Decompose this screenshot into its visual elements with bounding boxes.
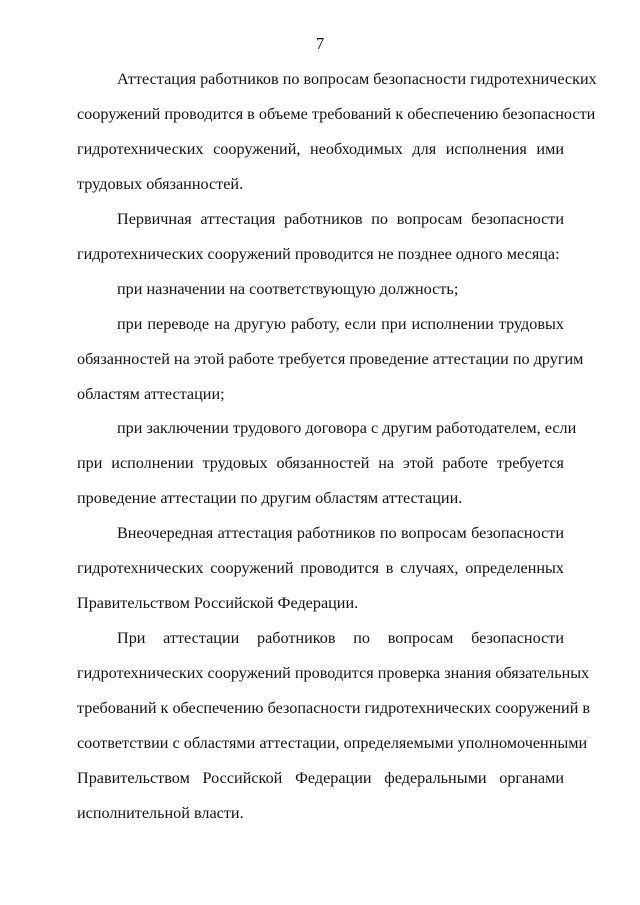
text-line: соответствии с областями аттестации, определяемыми уполномоченными [77,734,588,752]
text-line: при заключении трудового договора с другим работодателем, если [117,419,577,437]
text-line: при назначении на соответствующую должность; [117,280,459,298]
text-line: гидротехнических сооружений проводится проверка знания обязательных [77,664,590,682]
text-line: Аттестация работников по вопросам безопасности гидротехнических [117,70,597,88]
text-line: гидротехнических сооружений проводится не позднее одного месяца: [77,245,560,263]
text-line: Первичная аттестация работников по вопросам безопасности [117,210,564,228]
text-line: При аттестации работников по вопросам безопасности [117,629,564,647]
text-line: Правительством Российской Федерации. [77,594,359,612]
text-line: при переводе на другую работу, если при исполнении трудовых [117,315,564,333]
text-line: Правительством Российской Федерации федеральными органами [77,769,564,787]
text-line: проведение аттестации по другим областям аттестации. [77,489,463,507]
text-line: при исполнении трудовых обязанностей на этой работе требуется [77,454,564,472]
text-line: гидротехнических сооружений проводится в случаях, определенных [77,559,564,577]
text-line: гидротехнических сооружений, необходимых для исполнения ими [77,140,564,158]
text-line: трудовых обязанностей. [77,175,244,193]
text-line: требований к обеспечению безопасности гидротехнических сооружений в [77,699,591,717]
text-line: исполнительной власти. [77,804,244,822]
text-line: обязанностей на этой работе требуется проведение аттестации по другим [77,350,584,368]
text-line: областям аттестации; [77,385,225,403]
text-line: Внеочередная аттестация работников по вопросам безопасности [117,524,564,542]
page-number: 7 [315,34,325,53]
text-line: сооружений проводится в объеме требований к обеспечению безопасности [77,105,596,123]
